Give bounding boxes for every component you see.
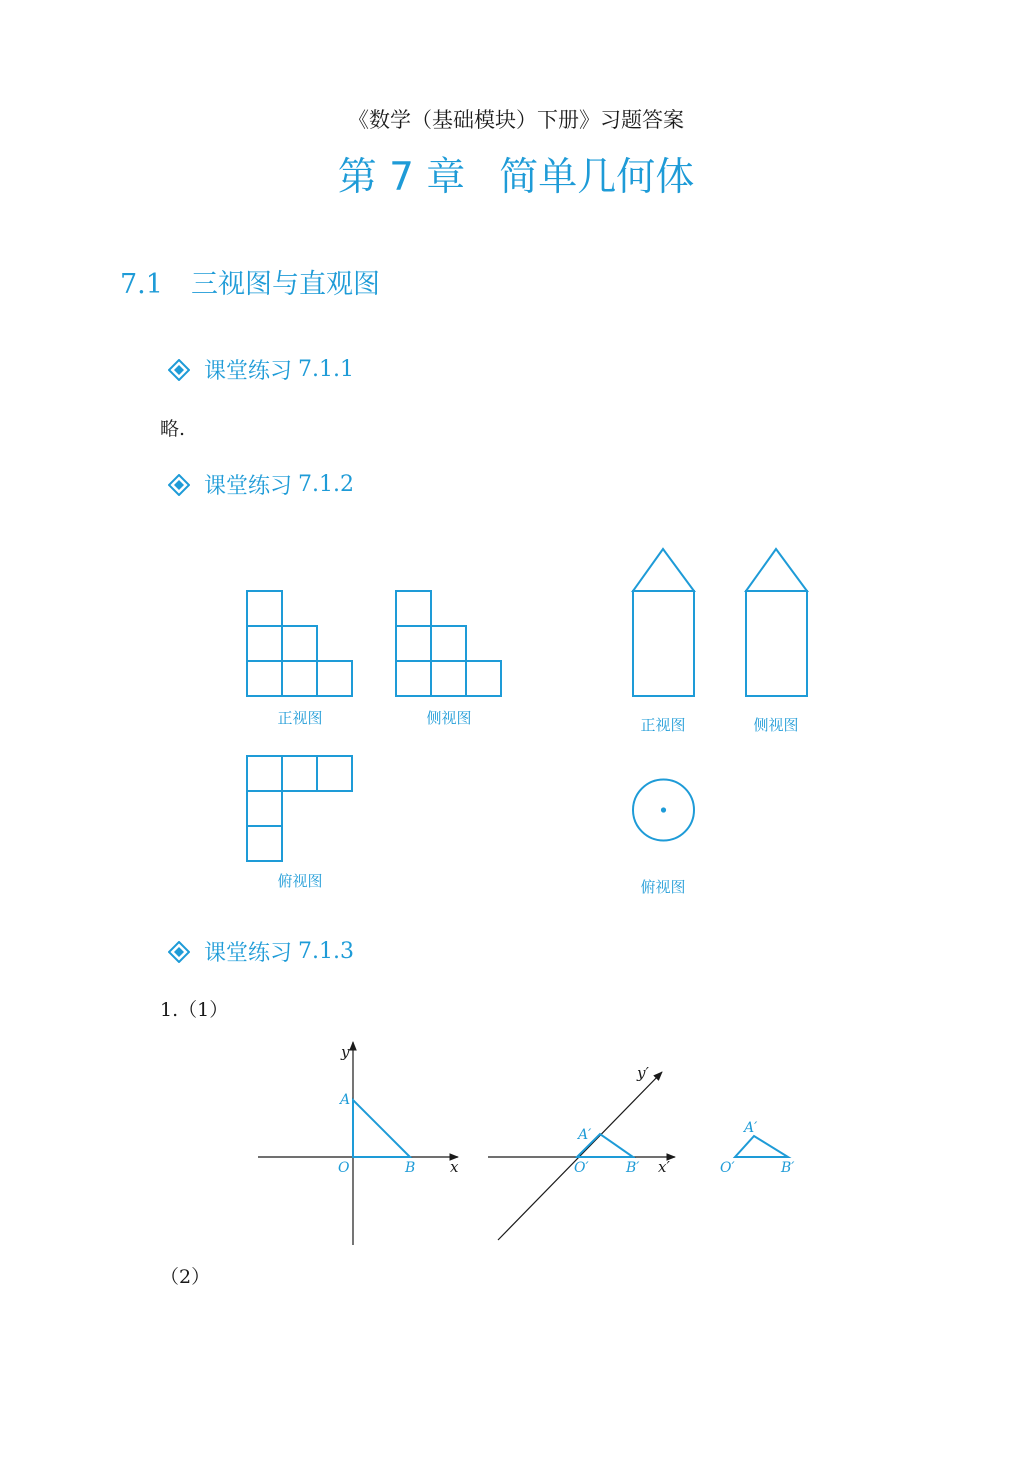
exercise-heading-7-1-3 [168,936,354,967]
point-B-label: B [405,1160,416,1176]
diamond-bullet-icon [168,359,190,381]
left-side-view-caption: 侧视图 [426,709,472,727]
exercise-code: 7.1.3 [298,939,354,964]
document-header: 《数学（基础模块）下册》习题答案 [348,108,684,132]
left-top-view-figure [240,750,360,865]
point-B-prime-label: B′ [626,1160,640,1176]
right-side-view-figure [741,545,813,701]
exercise-heading-7-1-1 [168,354,354,385]
axis-x-label: x [450,1158,459,1176]
diamond-bullet-icon [168,474,190,496]
chapter-name: 简单几何体 [499,155,695,200]
exercise-answer: 略. [160,418,186,440]
exercise-code: 7.1.1 [298,357,354,382]
exercise-label: 课堂练习 [204,359,293,384]
triangle-AOB [353,1100,410,1157]
point-O-prime-label: O′ [574,1160,589,1176]
point-A-label: A [340,1092,351,1108]
item-1-label: 1.（1） [160,999,229,1021]
right-top-view-caption: 俯视图 [640,878,686,896]
section-name: 三视图与直观图 [190,269,380,300]
exercise-code: 7.1.2 [298,472,354,497]
oblique-drawing-figure [250,1030,810,1255]
right-front-view-caption: 正视图 [640,716,686,734]
left-front-view-caption: 正视图 [277,709,323,727]
exercise-label: 课堂练习 [204,474,293,499]
right-top-view-figure [628,775,700,847]
axis-y-label: y [341,1043,350,1061]
point-A-prime-label: A′ [578,1127,592,1143]
left-front-view-figure [240,585,360,700]
final-point-A-prime-label: A′ [744,1120,758,1136]
item-2-label: （2） [160,1266,211,1288]
section-number: 7.1 [120,269,163,300]
section-title [120,262,380,301]
axis-y-prime-label: y′ [637,1064,649,1082]
exercise-label: 课堂练习 [204,941,293,966]
diamond-bullet-icon [168,941,190,963]
left-top-view-caption: 俯视图 [277,872,323,890]
point-O-label: O [338,1160,350,1176]
left-side-view-figure [389,585,509,700]
chapter-number: 第 7 章 [337,155,466,200]
axis-x-prime-label: x′ [658,1158,670,1176]
final-point-B-prime-label: B′ [781,1160,795,1176]
exercise-heading-7-1-2 [168,469,354,500]
right-front-view-figure [628,545,700,701]
right-side-view-caption: 侧视图 [753,716,799,734]
final-point-O-prime-label: O′ [720,1160,735,1176]
chapter-title [0,146,1032,202]
triangle-final [735,1136,788,1157]
